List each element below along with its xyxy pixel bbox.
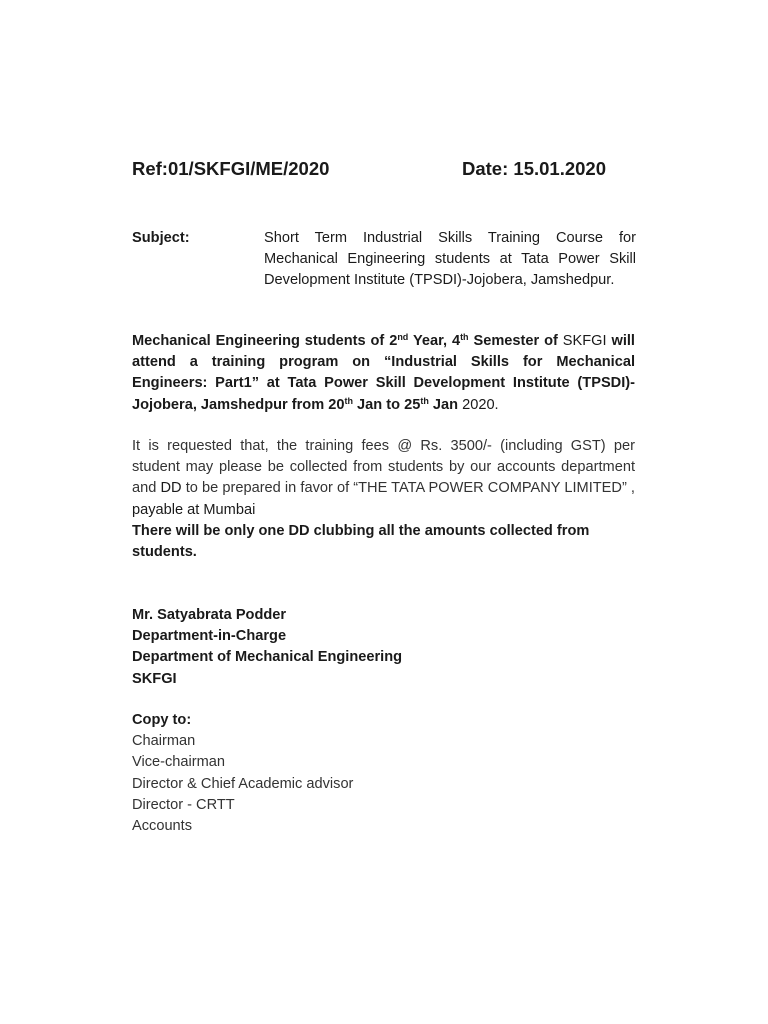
copy-to-block [132,710,353,837]
p1-text-4: will attend a training program on “Industrial Skills for Mechanical Engineers: Part1” at Tata Power Skill Development Institute (TPSDI)-Jojobera, Jamshedpur from 20 [132,333,635,413]
copy-recipient: Director - CRTT [132,796,235,813]
p1-sup-4: th [420,395,429,406]
dd-note-paragraph: There will be only one DD clubbing all the amounts collected from students. [132,523,590,561]
p2-text-2: DD [160,480,182,497]
subject-label: Subject: [132,230,190,246]
signature-block [132,605,402,690]
letter-date: Date: 15.01.2020 [462,158,606,179]
subject-block [132,228,636,292]
copy-recipient: Accounts [132,818,193,835]
p1-text-6b: 2020. [462,396,499,413]
signatory-department: Department of Mechanical Engineering [132,649,403,666]
p1-text-5: Jan to 25 [353,396,421,413]
copy-recipient: Vice-chairman [132,754,226,771]
p1-text-6: Jan [428,396,463,413]
signatory-name: Mr. Satyabrata Podder [132,607,287,623]
p1-text-3: Semester of [468,333,563,349]
p2-text-1: It is requested that, the training fees @ Rs. 3500/- (including GST) per student may please be collected from students by our accounts department and [132,438,635,497]
p1-sup-1: nd [397,332,409,342]
training-announcement-paragraph [132,331,635,416]
reference-line [132,158,632,184]
p2-text-3: to be prepared in favor of “THE TATA POWER COMPANY LIMITED” , [181,480,635,497]
signatory-title: Department-in-Charge [132,628,287,645]
p1-text-2: Year, 4 [408,333,461,349]
reference-number: Ref:01/SKFGI/ME/2020 [132,158,330,179]
signatory-org: SKFGI [132,670,177,687]
p2-text-4: payable at Mumbai [132,501,256,518]
p1-text-1: Mechanical Engineering students of 2 [132,333,398,349]
p1-text-3b: SKFGI [562,333,607,349]
copy-recipient: Chairman [132,733,196,750]
p1-sup-3: th [344,395,353,406]
copy-to-heading: Copy to: [132,712,192,728]
copy-recipient: Director & Chief Academic advisor [132,775,354,792]
subject-text: Short Term Industrial Skills Training Course for Mechanical Engineering students at Tata Power Skill Development Institute (TPSDI)-Jojobera, Jamshedpur. [264,230,636,289]
p1-sup-2: th [460,332,469,342]
fees-request-paragraph [132,436,635,521]
